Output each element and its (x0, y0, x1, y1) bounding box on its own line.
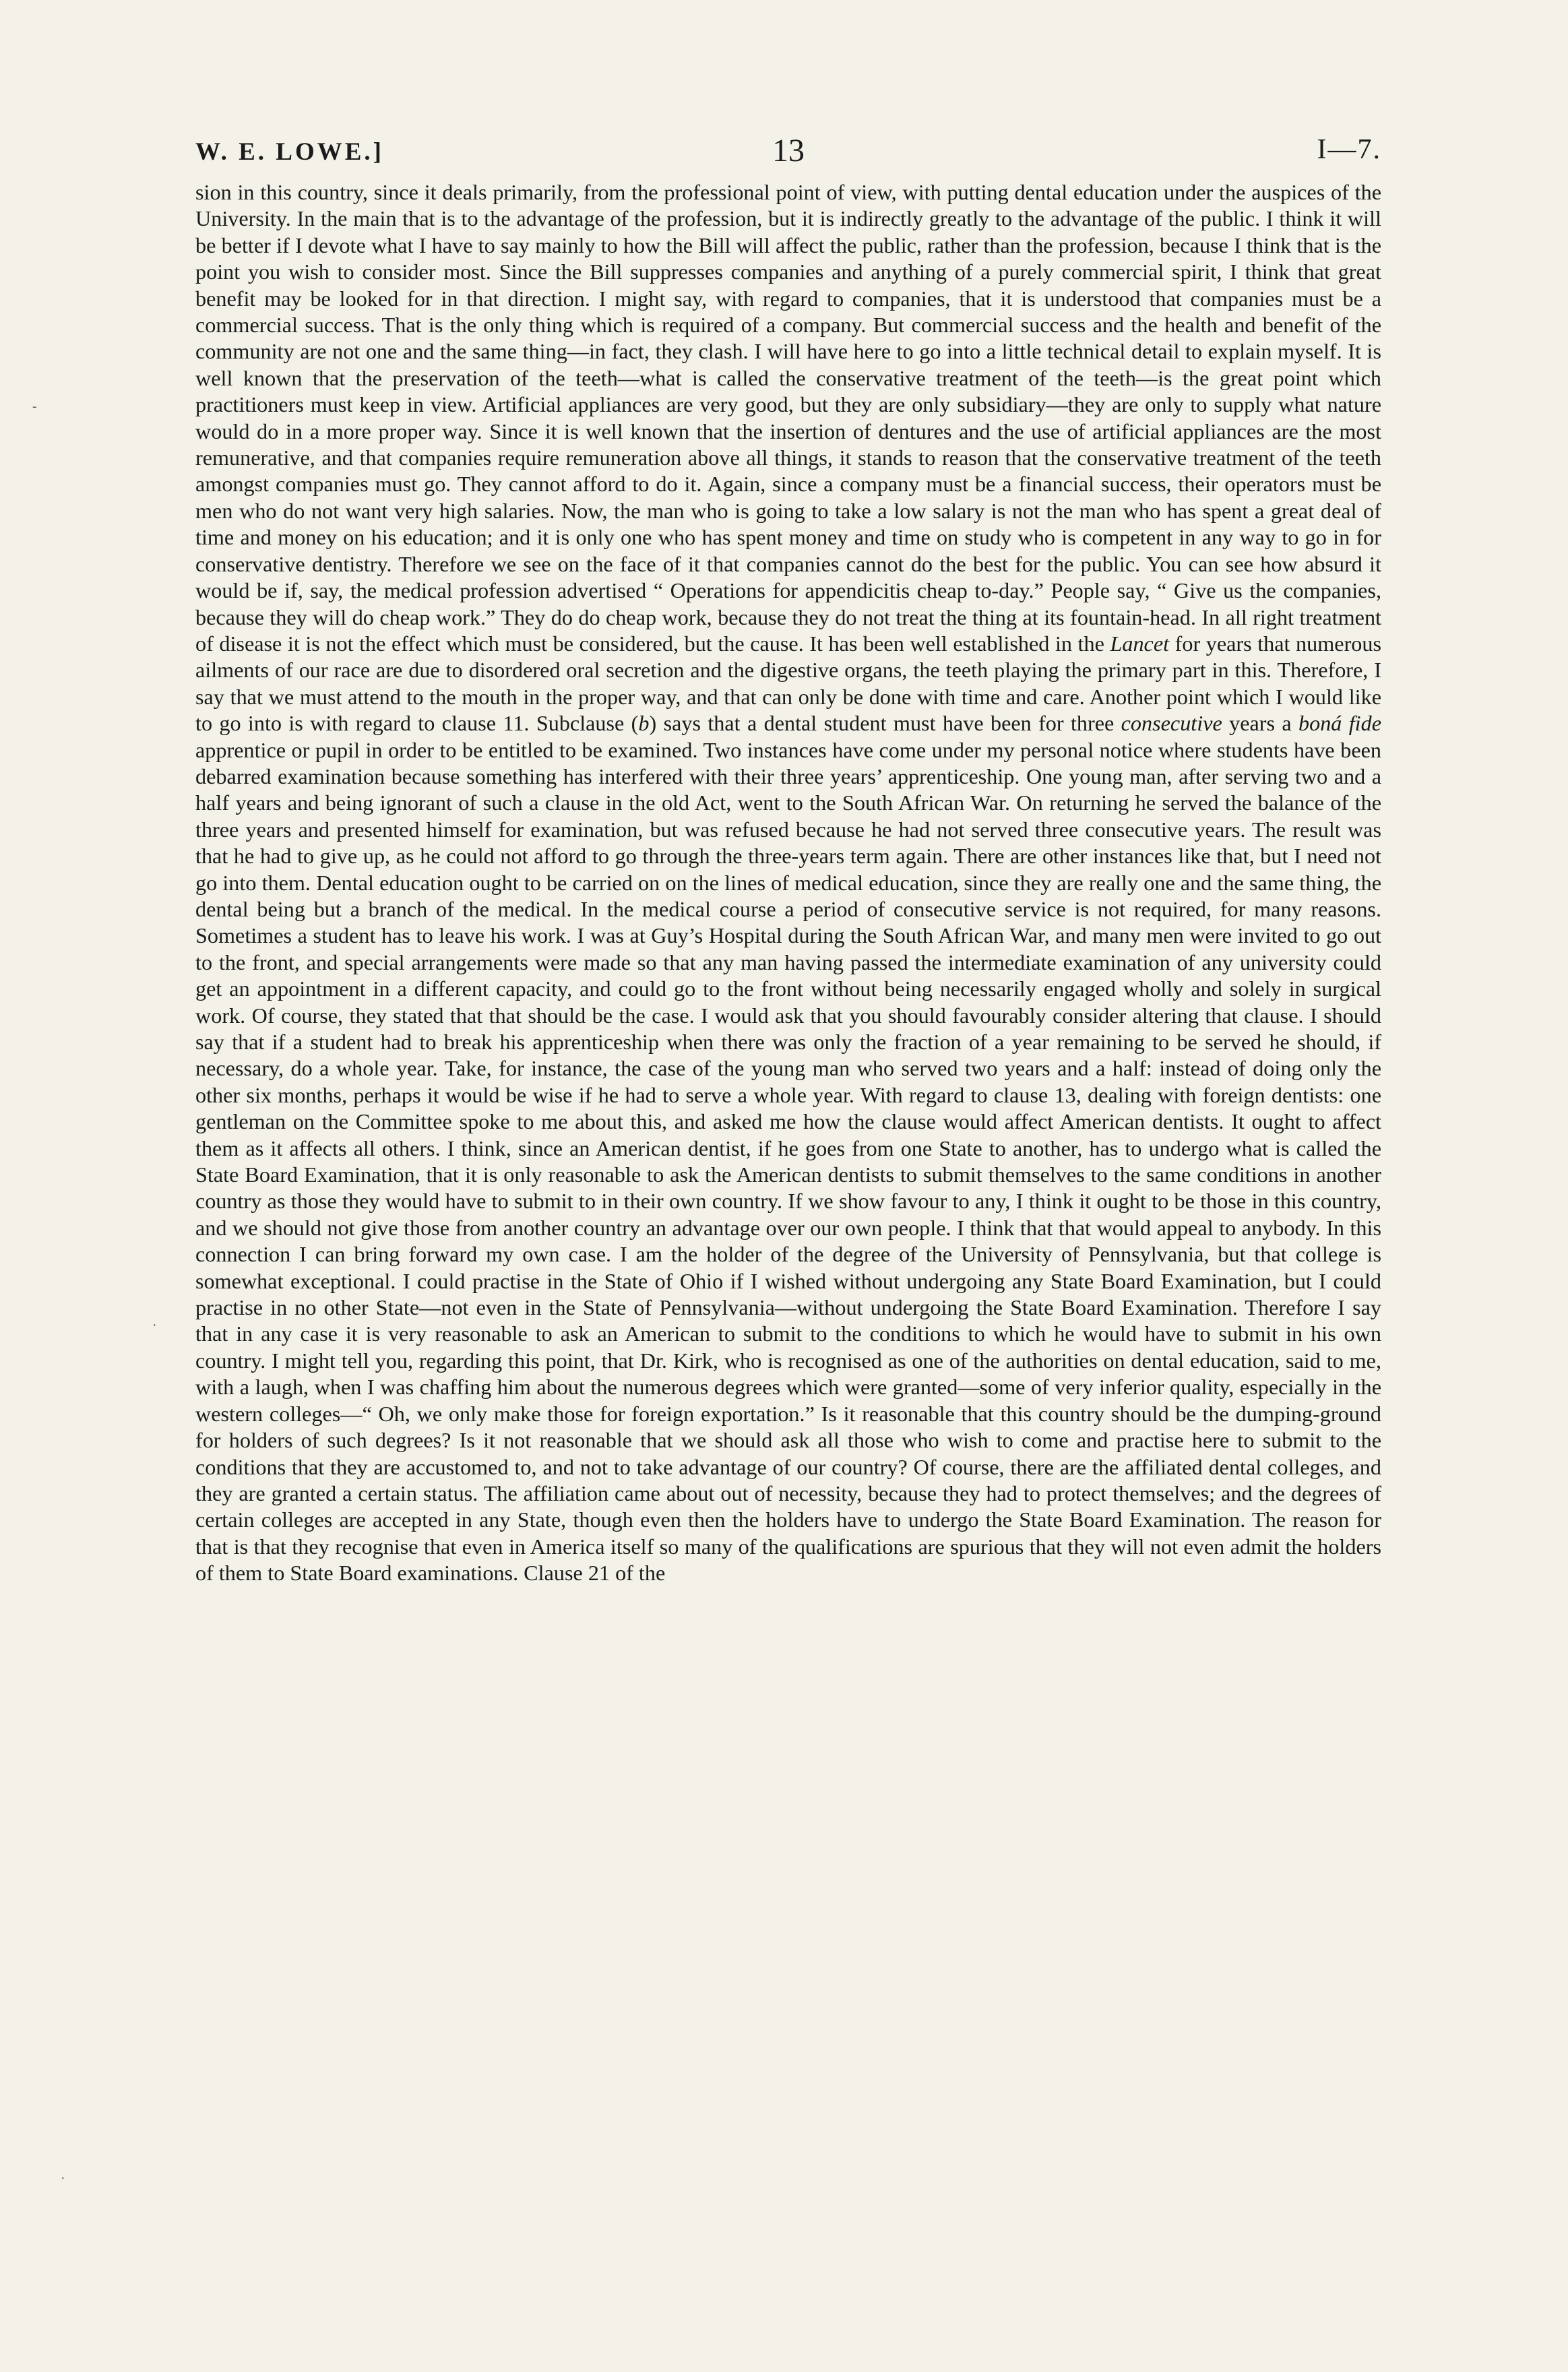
margin-speck: - (32, 399, 37, 414)
italic-run-consecutive: consecutive (1121, 711, 1222, 736)
text-run: for years that numerous ailments of our race are due to disordered oral secretion and the digestive organs, the teeth playing the primary part in this. Therefore, I say that we must attend to the mouth in the proper way, and that can only be done with time and care. Another point which I would like to go into is with regard to clause 11. Subclause ( (195, 631, 1382, 736)
page-number: 13 (772, 133, 805, 168)
margin-speck: · (152, 1318, 157, 1333)
page-header (195, 132, 1381, 179)
paragraph (195, 179, 1381, 1587)
document-page (195, 132, 1381, 1587)
text-run: ) says that a dental student must have been for three (649, 711, 1121, 736)
text-run: years a (1222, 711, 1299, 736)
italic-run-bona-fide: boná fide (1298, 711, 1382, 736)
margin-speck: · (61, 2171, 65, 2186)
running-head-author: W. E. LOWE.] (195, 138, 384, 166)
italic-run-subclause: b (638, 711, 650, 736)
text-run: sion in this country, since it deals primarily, from the professional point of view, with putting dental education under the auspices of the University. In the main that is to the advantage of the profession, but it is indirectly greatly to the advantage of the public. I think it will be better if I devote what I have to say mainly to how the Bill will affect the public, rather than the profession, because I think that is the point you wish to consider most. Since the Bill suppresses companies and anything of a purely commercial spirit, I think that great benefit may be looked for in that direction. I might say, with regard to companies, that it is understood that companies must be a commercial success. That is the only thing which is required of a company. But commercial success and the health and benefit of the community are not one and the same thing—in fact, they clash. I will have here to go into a little technical detail to explain myself. It is well known that the preservation of the teeth—what is called the conservative treatment of the teeth—is the great point which practitioners must keep in view. Artificial appliances are very good, but they are only subsidiary—they are only to supply what nature would do in a more proper way. Since it is well known that the insertion of dentures and the use of artificial appliances are the most remunerative, and that companies require remuneration above all things, it stands to reason that the conservative treatment of the teeth amongst companies must go. They cannot afford to do it. Again, since a company must be a financial success, their operators must be men who do not want very high salaries. Now, the man who is going to take a low salary is not the man who has spent a great deal of time and money on his education; and it is only one who has spent money and time on study who is competent in any way to go in for conservative dentistry. Therefore we see on the face of it that companies cannot do the best for the public. You can see how absurd it would be if, say, the medical profession advertised “ Operations for appendicitis cheap to-day.” People say, “ Give us the companies, because they will do cheap work.” They do do cheap work, because they do not treat the thing at its fountain-head. In all right treatment of disease it is not the effect which must be considered, but the cause. It has been well established in the (195, 180, 1381, 656)
body-text (195, 179, 1381, 1587)
italic-run-lancet: Lancet (1110, 631, 1170, 656)
text-run: apprentice or pupil in order to be entitled to be examined. Two instances have come under my personal notice where students have been debarred examination because something has interfered with their three years’ apprenticeship. One young man, after serving two and a half years and being ignorant of such a clause in the old Act, went to the South African War. On returning he served the balance of the three years and presented himself for examination, but was refused because he had not served three consecutive years. The result was that he had to give up, as he could not afford to go through the three-years term again. There are other instances like that, but I need not go into them. Dental education ought to be carried on on the lines of medical education, since they are really one and the same thing, the dental being but a branch of the medical. In the medical course a period of consecutive service is not required, for many reasons. Sometimes a student has to leave his work. I was at Guy’s Hospital during the South African War, and many men were invited to go out to the front, and special arrangements were made so that any man having passed the intermediate examination of any university could get an appointment in a different capacity, and could go to the front without being necessarily engaged wholly and solely in surgical work. Of course, they stated that that should be the case. I would ask that you should favourably consider altering that clause. I should say that if a student had to break his apprenticeship when there was only the fraction of a year remaining to be served he should, if necessary, do a whole year. Take, for instance, the case of the young man who served two years and a half: instead of doing only the other six months, perhaps it would be wise if he had to serve a whole year. With regard to clause 13, dealing with foreign dentists: one gentleman on the Committee spoke to me about this, and asked me how the clause would affect American dentists. It ought to affect them as it affects all others. I think, since an American dentist, if he goes from one State to another, has to undergo what is called the State Board Examination, that it is only reasonable to ask the American dentists to submit themselves to the same conditions in another country as those they would have to submit to in their own country. If we show favour to any, I think it ought to be those in this country, and we should not give those from another country an advantage over our own people. I think that that would appeal to anybody. In this connection I can bring forward my own case. I am the holder of the degree of the University of Pennsylvania, but that college is somewhat exceptional. I could practise in the State of Ohio if I wished without undergoing any State Board Examination, but I could practise in no other State—not even in the State of Pennsylvania—without undergoing the State Board Examination. Therefore I say that in any case it is very reasonable to ask an American to submit to the conditions to which he would have to submit in his own country. I might tell you, regarding this point, that Dr. Kirk, who is recognised as one of the authorities on dental education, said to me, with a laugh, when I was chaffing him about the numerous degrees which were granted—some of very inferior quality, especially in the western colleges—“ Oh, we only make those for foreign exportation.” Is it reasonable that this country should be the dumping-ground for holders of such degrees? Is it not reasonable that we should ask all those who wish to come and practise here to submit to the conditions that they are accustomed to, and not to take advantage of our country? Of course, there are the affiliated dental colleges, and they are granted a certain status. The affiliation came about out of necessity, because they had to protect themselves; and the degrees of certain colleges are accepted in any State, though even then the holders have to undergo the State Board Examination. The reason for that is that they recognise that even in America itself so many of the qualifications are spurious that they will not even admit the holders of them to State Board examinations. Clause 21 of the (195, 737, 1381, 1586)
document-reference: I—7. (1317, 134, 1381, 165)
